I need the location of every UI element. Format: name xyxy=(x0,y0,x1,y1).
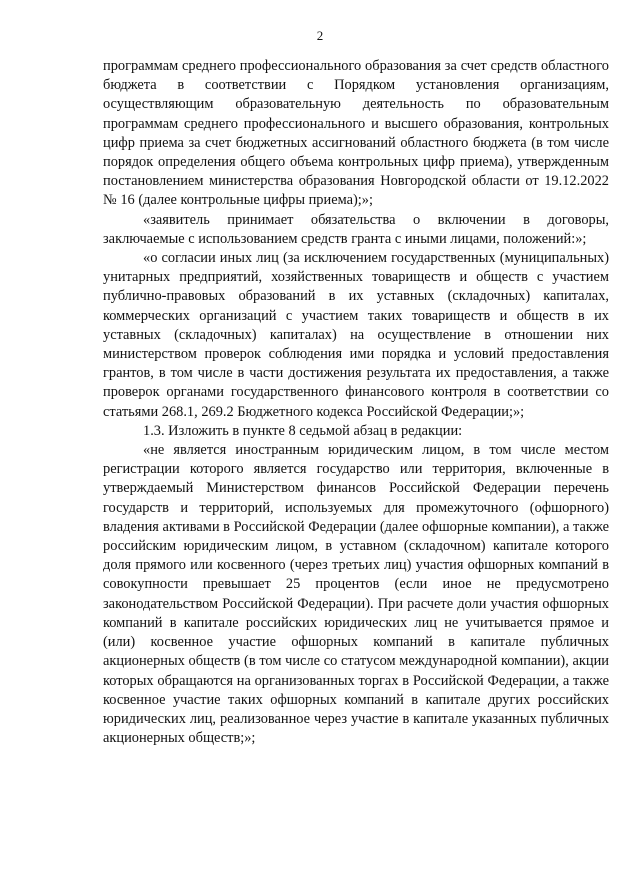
paragraph-item-1-3: 1.3. Изложить в пункте 8 седьмой абзац в редакции: xyxy=(143,422,463,439)
paragraph-applicant-obligations: «заявитель принимает обязательства о включении в договоры, заключаемые с использованием средств гранта с иными лицами, положений:»; xyxy=(103,211,609,247)
paragraph-not-foreign-entity: «не является иностранным юридическим лицом, в том числе местом регистрации которого является государство или территория, включенные в утверждаемый Министерством финансов Российской Федерации перечень государств и территорий, используемых для промежуточного (офшорного) владения активами в Российской Федерации (далее офшорные компании), а также российским юридическим лицом, в уставном (складочном) капитале которого доля прямого или косвенного (через третьих лиц) участия офшорных компаний в совокупности превышает 25 процентов (если иное не предусмотрено законодательством Российской Федерации). При расчете доли участия офшорных компаний в капитале российских юридических лиц не учитывается прямое и (или) косвенное участие офшорных компаний в капитале публичных акционерных обществ (в том числе со статусом международной компании), акции которых обращаются на организованных торгах в Российской Федерации, а также косвенное участие таких офшорных компаний в капитале других российских юридических лиц, реализованное через участие в капитале указанных публичных акционерных обществ;»; xyxy=(103,442,609,747)
paragraph-consent-other-persons: «о согласии иных лиц (за исключением государственных (муниципальных) унитарных предприятий, хозяйственных товариществ и обществ с участием публично-правовых образований в их уставных (складочных) капиталах, коммерческих организаций с участием таких товариществ и обществ в их уставных (складочных) капиталах) на осуществление в отношении них министерством проверок соблюдения ими порядка и условий предоставления грантов, в том числе в части достижения результата их предоставления, а также проверок органами государственного финансового контроля в соответствии со статьями 268.1, 269.2 Бюджетного кодекса Российской Федерации;»; xyxy=(103,250,609,420)
document-body xyxy=(103,57,609,748)
page-number: 2 xyxy=(316,28,324,43)
paragraph-continuation: программам среднего профессионального образования за счет средств областного бюджета в соответствии с Порядком установления организациям, осуществляющим образовательную деятельность по образовательным программам среднего профессионального и высшего образования, контрольных цифр приема за счет бюджетных ассигнований областного бюджета (в том числе порядок определения общего объема контрольных цифр приема), утвержденным постановлением министерства образования Новгородской области от 19.12.2022 № 16 (далее контрольные цифры приема);»; xyxy=(103,58,609,209)
